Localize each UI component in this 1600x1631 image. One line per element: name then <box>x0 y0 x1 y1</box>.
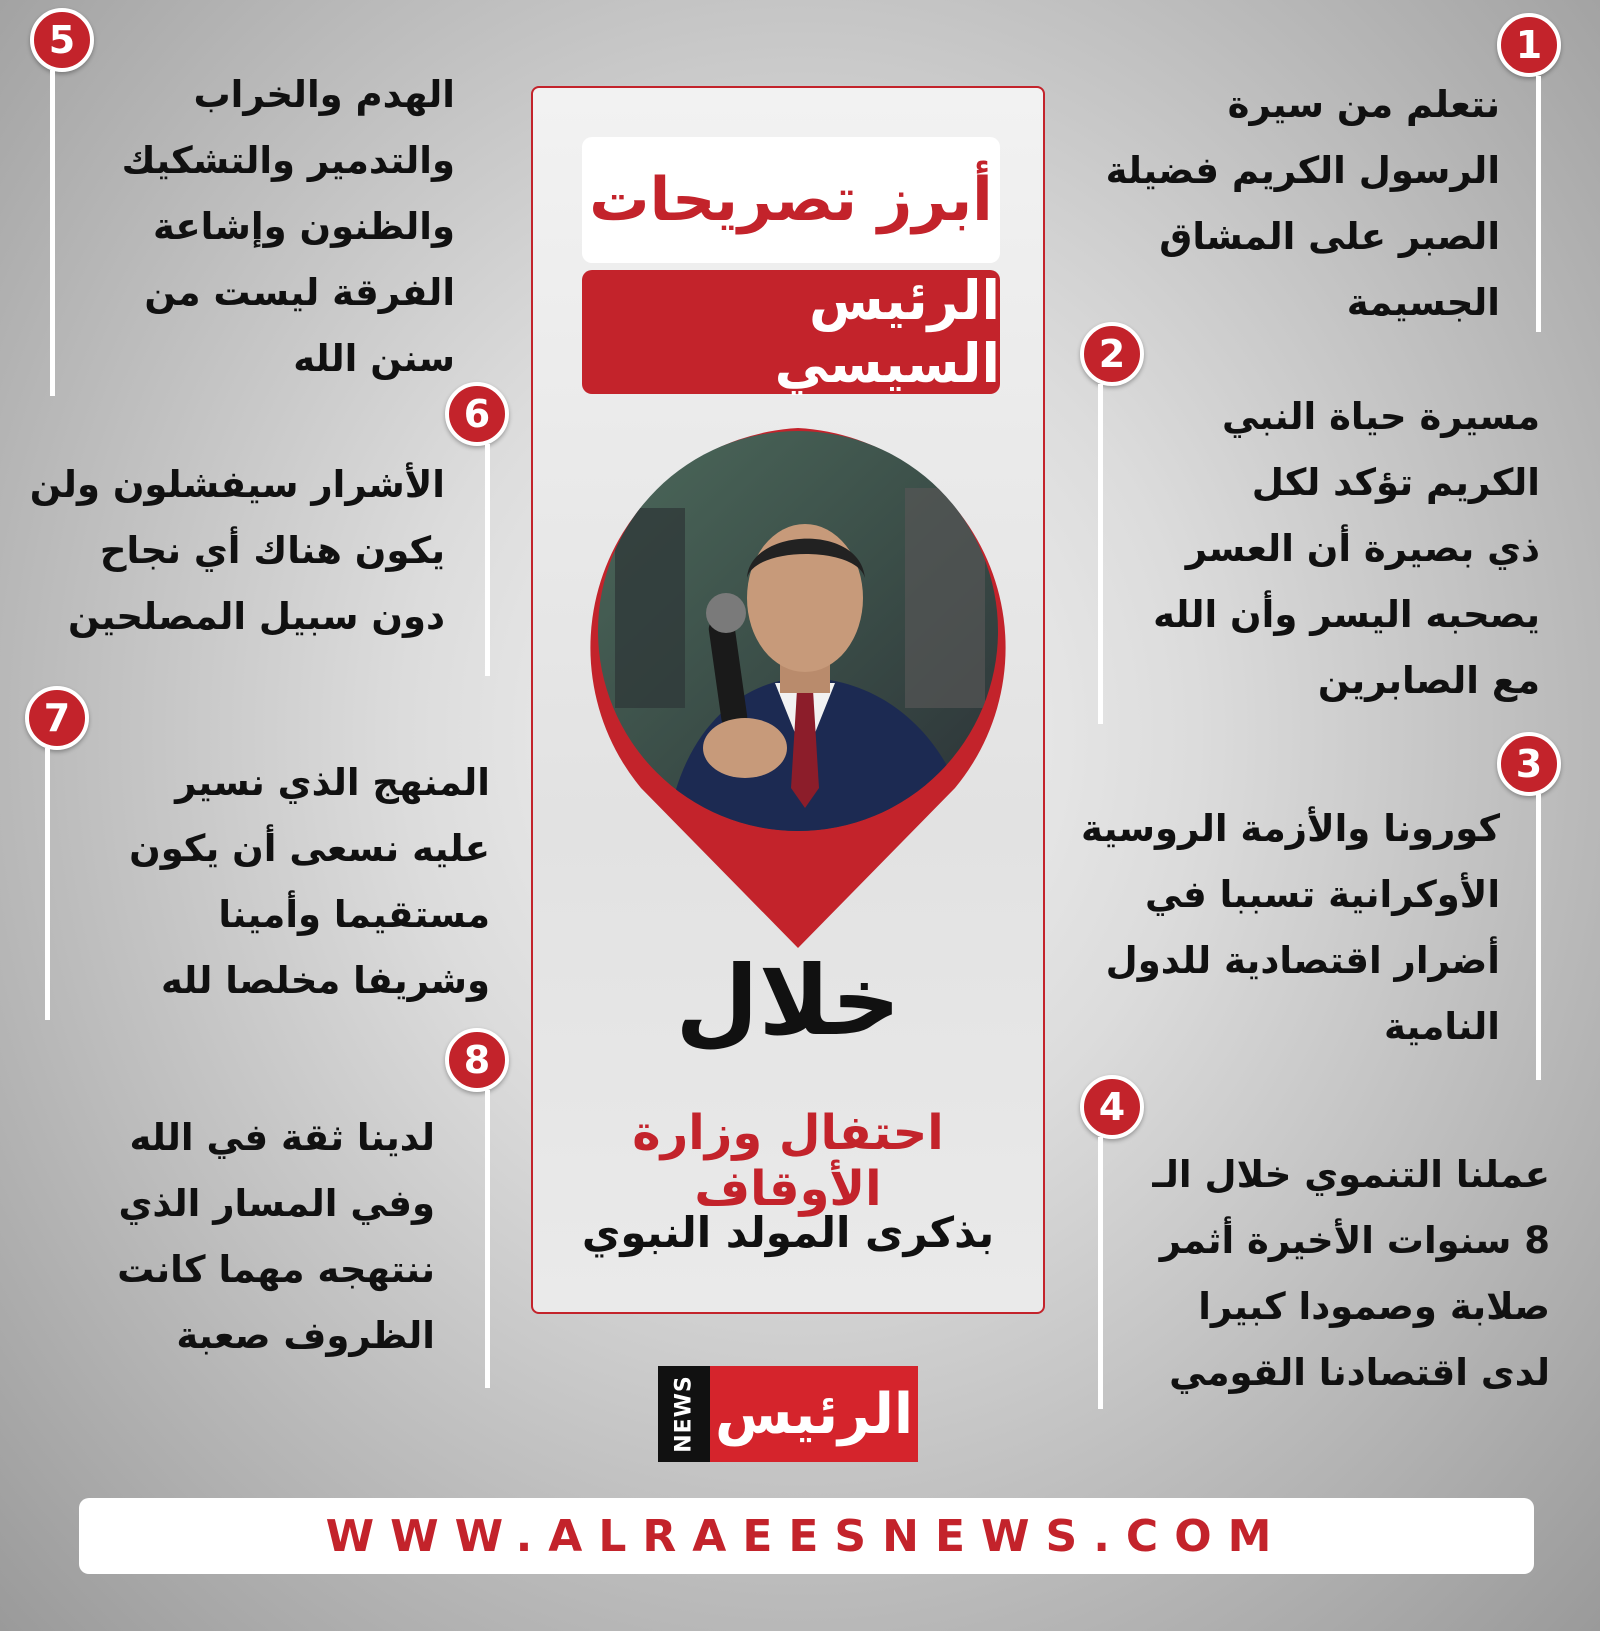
statement-1-text: نتعلم من سيرة الرسول الكريم فضيلة الصبر على المشاق الجسيمة <box>1105 83 1500 324</box>
event-label: احتفال وزارة الأوقاف <box>632 1105 944 1217</box>
logo-news-text: NEWS <box>671 1375 697 1453</box>
logo-name: الرئيس <box>710 1366 918 1462</box>
statement-7-badge: 7 <box>25 686 89 750</box>
statement-3-line <box>1536 794 1541 1080</box>
statement-3-badge: 3 <box>1497 732 1561 796</box>
footer-url[interactable]: WWW.ALRAEESNEWS.COM <box>79 1498 1534 1574</box>
statement-5-line <box>50 70 55 396</box>
statement-8-line <box>485 1090 490 1388</box>
statement-1-badge: 1 <box>1497 13 1561 77</box>
occasion-label: بذكرى المولد النبوي <box>581 1208 995 1257</box>
statement-3-text: كورونا والأزمة الروسية الأوكرانية تسببا في أضرار اقتصادية للدول النامية <box>1081 807 1500 1048</box>
statement-5-text: الهدم والخراب والتدمير والتشكيك والظنون وإشاعة الفرقة ليست من سنن الله <box>121 73 455 380</box>
page-title: أبرز تصريحات <box>582 137 1000 263</box>
statement-8-badge: 8 <box>445 1028 509 1092</box>
statement-7-text: المنهج الذي نسير عليه نسعى أن يكون مستقيما وأمينا وشريفا مخلصا لله <box>129 761 490 1002</box>
statement-4-text: عملنا التنموي خلال الـ 8 سنوات الأخيرة أثمر صلابة وصمودا كبيرا لدى اقتصادنا القومي <box>1152 1153 1550 1394</box>
statement-7-line <box>45 748 50 1020</box>
statement-2-badge: 2 <box>1080 322 1144 386</box>
during-label: خلال <box>675 945 901 1057</box>
statement-4-badge: 4 <box>1080 1075 1144 1139</box>
statement-6-text: الأشرار سيفشلون ولن يكون هناك أي نجاح دون سبيل المصلحين <box>29 463 445 638</box>
statement-8-text: لدينا ثقة في الله وفي المسار الذي ننتهجه مهما كانت الظروف صعبة <box>117 1116 435 1357</box>
portrait-photo-icon <box>575 428 1021 948</box>
logo-news-block <box>658 1366 710 1462</box>
statement-1-line <box>1536 76 1541 332</box>
subject-banner: الرئيس السيسي <box>582 270 1000 394</box>
statement-6-badge: 6 <box>445 382 509 446</box>
statement-4-line <box>1098 1137 1103 1409</box>
statement-5-badge: 5 <box>30 8 94 72</box>
statement-6-line <box>485 444 490 676</box>
statement-2-line <box>1098 384 1103 724</box>
statement-2-text: مسيرة حياة النبي الكريم تؤكد لكل ذي بصيرة أن العسر يصحبه اليسر وأن الله مع الصابرين <box>1153 395 1540 702</box>
brand-logo <box>658 1366 918 1462</box>
